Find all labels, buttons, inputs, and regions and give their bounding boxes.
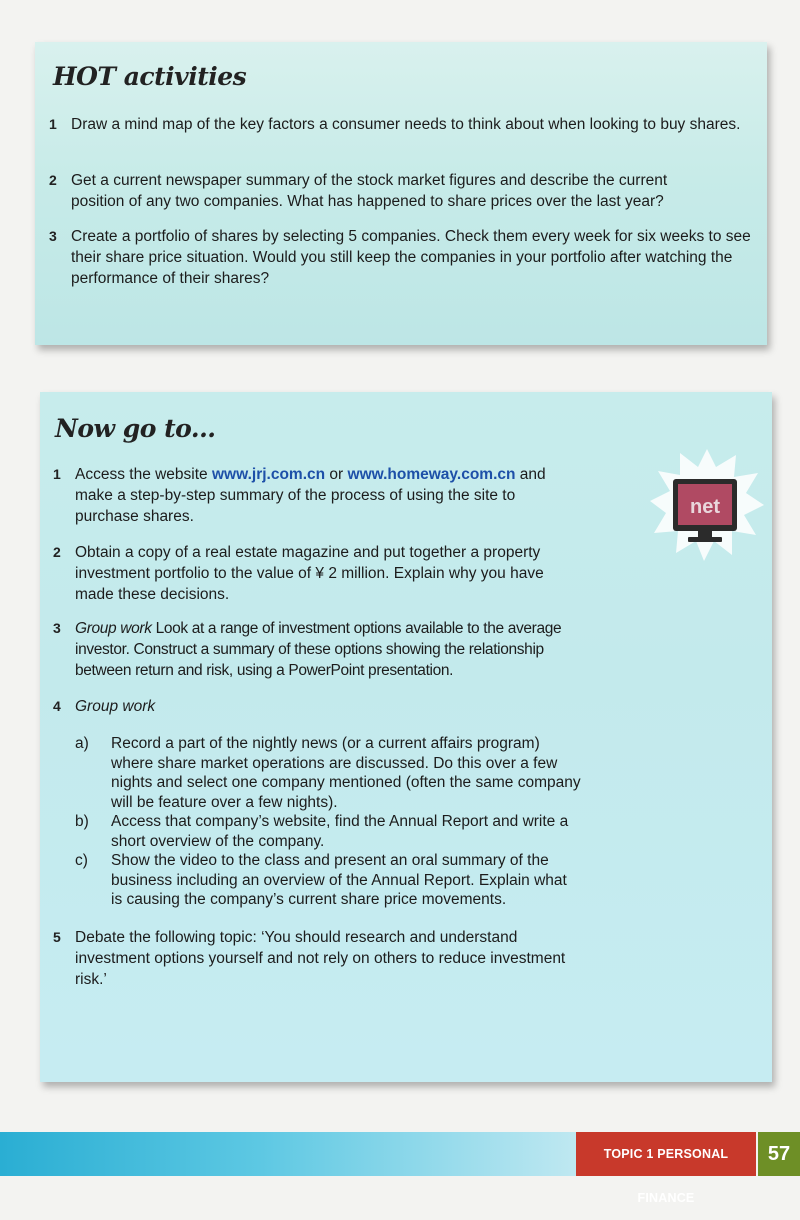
- now-item-1-middle: or: [325, 466, 348, 483]
- hot-item-1-text: Draw a mind map of the key factors a consumer needs to think about when looking to buy shares.: [71, 116, 741, 133]
- net-icon-stand: [698, 531, 712, 537]
- link-homeway[interactable]: www.homeway.com.cn: [347, 466, 516, 483]
- net-icon-base: [688, 537, 722, 542]
- now-item-4-label: Group work: [75, 698, 156, 715]
- footer-band: [0, 1132, 576, 1176]
- now-item-5-text: Debate the following topic: ‘You should research and understand investment options yourself and not rely on others to reduce investment risk.’: [75, 929, 566, 988]
- hot-item-3-text: Create a portfolio of shares by selecting 5 companies. Check them every week for six weeks to see their share price situation. Would you still keep the companies in your portfolio after watching the performance of their shares?: [71, 228, 751, 287]
- hot-item-1-number: 1: [49, 116, 57, 132]
- now-item-1-number: 1: [53, 466, 61, 482]
- now-item-3-label: Group work: [75, 620, 152, 637]
- now-item-3-text: [75, 618, 585, 681]
- footer-topic-label: TOPIC 1 PERSONAL FINANCE: [576, 1132, 756, 1176]
- now-item-2-text: Obtain a copy of a real estate magazine and put together a property investment portfolio to the value of ¥ 2 million. Explain why you have made these decisions.: [75, 544, 544, 603]
- hot-activities-heading: HOT activities: [53, 62, 247, 91]
- now-item-1-after: and make a step-by-step summary of the process of using the site to purchase shares.: [75, 466, 546, 525]
- now-item-3-number: 3: [53, 620, 61, 636]
- now-item-4b-label: b): [75, 813, 89, 830]
- net-icon-label: net: [690, 496, 720, 518]
- hot-item-3-number: 3: [49, 228, 57, 244]
- now-item-5-number: 5: [53, 929, 61, 945]
- now-item-1-before: Access the website: [75, 466, 212, 483]
- now-item-4a-label: a): [75, 735, 89, 752]
- now-item-4c-label: c): [75, 852, 88, 869]
- now-item-4-number: 4: [53, 698, 61, 714]
- hot-activities-panel: [35, 42, 767, 345]
- now-item-4a-text: Record a part of the nightly news (or a current affairs program) where share market operations are discussed. Do this over a few nights and select one company mentioned (often the same company will be feature over a few nights).: [111, 735, 581, 811]
- page-number: 57: [758, 1132, 800, 1176]
- net-computer-icon: [650, 447, 765, 562]
- now-item-4b-text: Access that company’s website, find the Annual Report and write a short overview of the company.: [111, 813, 569, 850]
- now-go-to-panel: [40, 392, 772, 1082]
- now-item-2-number: 2: [53, 544, 61, 560]
- now-item-4c-text: Show the video to the class and present an oral summary of the business including an overview of the Annual Report. Explain what is causing the company’s current share price movements.: [111, 852, 567, 908]
- now-go-to-heading: Now go to...: [55, 414, 216, 443]
- hot-item-2-text: Get a current newspaper summary of the stock market figures and describe the current position of any two companies. What has happened to share prices over the last year?: [71, 172, 668, 210]
- now-item-3-body: Look at a range of investment options available to the average investor. Construct a summary of these options showing the relationship between return and risk, using a PowerPoint presentation.: [75, 620, 562, 679]
- now-item-1-text: [75, 464, 565, 527]
- hot-item-2-number: 2: [49, 172, 57, 188]
- link-jrj[interactable]: www.jrj.com.cn: [211, 466, 326, 483]
